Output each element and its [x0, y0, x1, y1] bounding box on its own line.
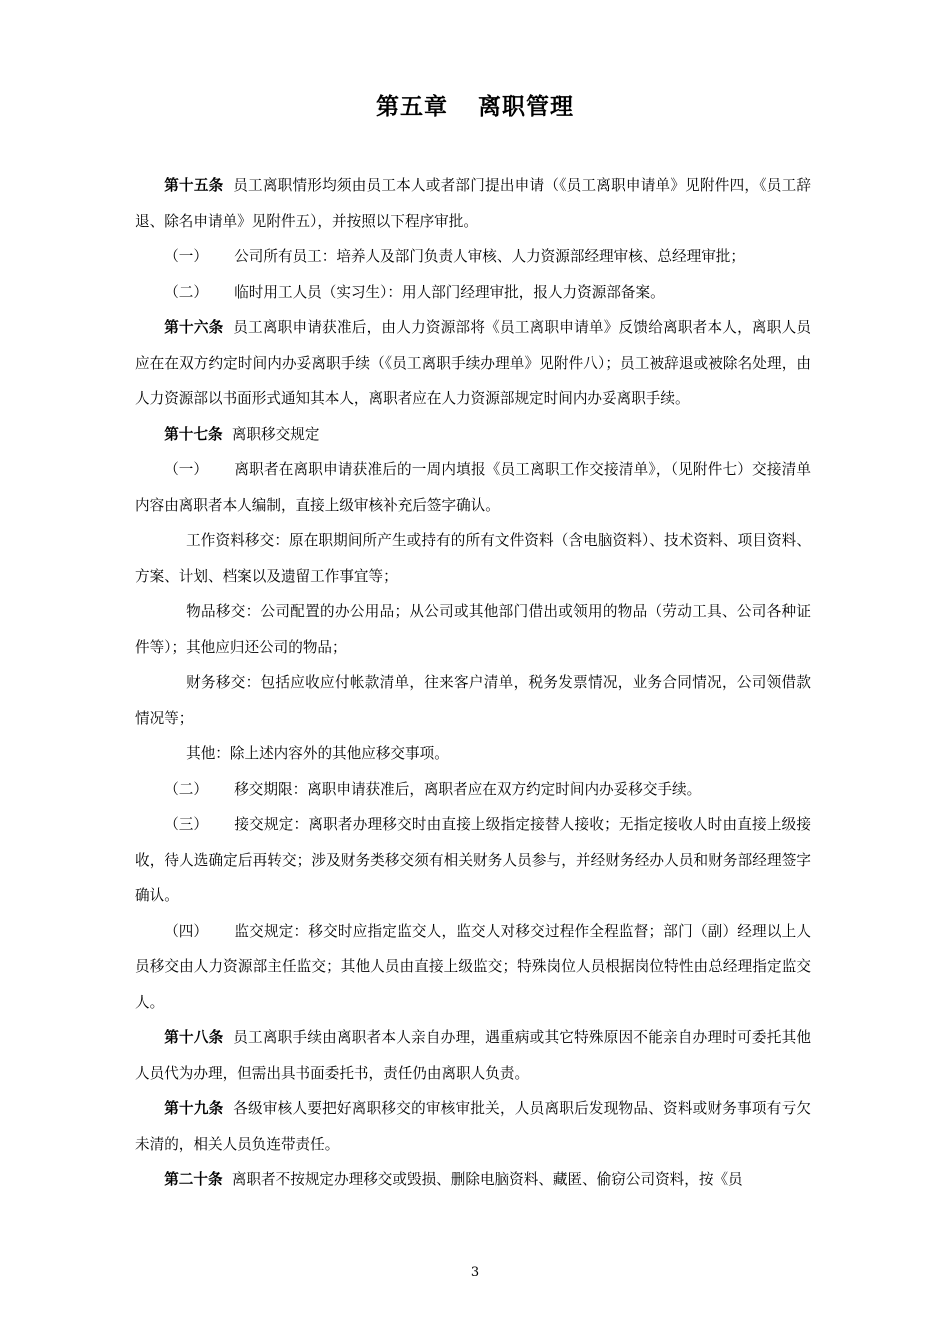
article-text: 员工离职申请获准后，由人力资源部将《员工离职申请单》反馈给离职者本人，离职人员应在在双方约定时间内办妥离职手续（《员工离职手续办理单》见附件八）；员工被辞退或被除名处理，由人力资源部以书面形式通知其本人，离职者应在人力资源部规定时间内办妥离职手续。 — [135, 319, 811, 407]
article-18 — [135, 1020, 811, 1091]
item-number: （四） — [164, 922, 208, 940]
handover-work-materials — [135, 523, 811, 594]
page-number: 3 — [470, 1265, 480, 1280]
document-body — [135, 168, 811, 1198]
article-label: 第十九条 — [164, 1100, 224, 1117]
article-text: 员工离职手续由离职者本人亲自办理，遇重病或其它特殊原因不能亲自办理时可委托其他人员代为办理，但需出具书面委托书，责任仍由离职人负责。 — [135, 1029, 811, 1082]
sub-text: 工作资料移交：原在职期间所产生或持有的所有文件资料（含电脑资料）、技术资料、项目资料、方案、计划、档案以及遗留工作事宜等； — [135, 532, 811, 585]
article-19 — [135, 1091, 811, 1162]
item-number: （二） — [164, 283, 208, 301]
article-text: 各级审核人要把好离职移交的审核审批关，人员离职后发现物品、资料或财务事项有亏欠未清的，相关人员负连带责任。 — [135, 1100, 811, 1153]
item-text: 公司所有员工：培养人及部门负责人审核、人力资源部经理审核、总经理审批； — [234, 248, 745, 265]
sub-text: 财务移交：包括应收应付帐款清单，往来客户清单，税务发票情况，业务合同情况，公司领借款情况等； — [135, 674, 811, 727]
article-20 — [135, 1162, 811, 1198]
article-label: 第十八条 — [164, 1029, 224, 1046]
article-16 — [135, 310, 811, 417]
item-number: （三） — [164, 816, 208, 833]
article-label: 第十五条 — [164, 177, 224, 194]
sub-text: 物品移交：公司配置的办公用品；从公司或其他部门借出或领用的物品（劳动工具、公司各种证件等）；其他应归还公司的物品； — [135, 603, 811, 656]
article-text: 员工离职情形均须由员工本人或者部门提出申请（《员工离职申请单》见附件四，《员工辞退、除名申请单》见附件五），并按照以下程序审批。 — [135, 177, 811, 230]
article-label: 第二十条 — [164, 1171, 223, 1188]
article-17-item-1 — [135, 452, 811, 523]
item-text: 监交规定：移交时应指定监交人，监交人对移交过程作全程监督；部门（副）经理以上人员移交由人力资源部主任监交；其他人员由直接上级监交；特殊岗位人员根据岗位特性由总经理指定监交人。 — [135, 922, 811, 1011]
item-text: 接交规定：离职者办理移交时由直接上级指定接替人接收；无指定接收人时由直接上级接收，待人选确定后再转交；涉及财务类移交须有相关财务人员参与，并经财务经办人员和财务部经理签字确认。 — [135, 816, 811, 904]
item-text: 离职者在离职申请获准后的一周内填报《员工离职工作交接清单》，（见附件七）交接清单内容由离职者本人编制，直接上级审核补充后签字确认。 — [135, 461, 811, 514]
chapter-title — [0, 88, 950, 121]
article-17-item-3 — [135, 807, 811, 914]
item-number: （一） — [164, 248, 208, 265]
item-text: 临时用工人员（实习生）：用人部门经理审批，报人力资源部备案。 — [234, 283, 665, 301]
handover-finance — [135, 665, 811, 736]
article-text: 离职者不按规定办理移交或毁损、删除电脑资料、藏匿、偷窃公司资料，按《员 — [231, 1171, 743, 1188]
chapter-label: 第五章 — [376, 94, 448, 120]
article-label: 第十七条 — [164, 425, 223, 443]
article-17-item-2 — [135, 772, 811, 808]
handover-items — [135, 594, 811, 665]
article-15-item-1 — [135, 239, 811, 275]
article-label: 第十六条 — [164, 319, 224, 336]
sub-text: 其他：除上述内容外的其他应移交事项。 — [186, 745, 449, 762]
article-15 — [135, 168, 811, 239]
article-text: 离职移交规定 — [231, 425, 320, 443]
item-number: （二） — [164, 780, 208, 798]
item-text: 移交期限：离职申请获准后，离职者应在双方约定时间内办妥移交手续。 — [234, 780, 702, 798]
article-15-item-2 — [135, 275, 811, 311]
article-17 — [135, 417, 811, 453]
chapter-name: 离职管理 — [478, 94, 574, 120]
article-17-item-4 — [135, 914, 811, 1021]
item-number: （一） — [164, 461, 208, 478]
handover-other — [135, 736, 811, 772]
